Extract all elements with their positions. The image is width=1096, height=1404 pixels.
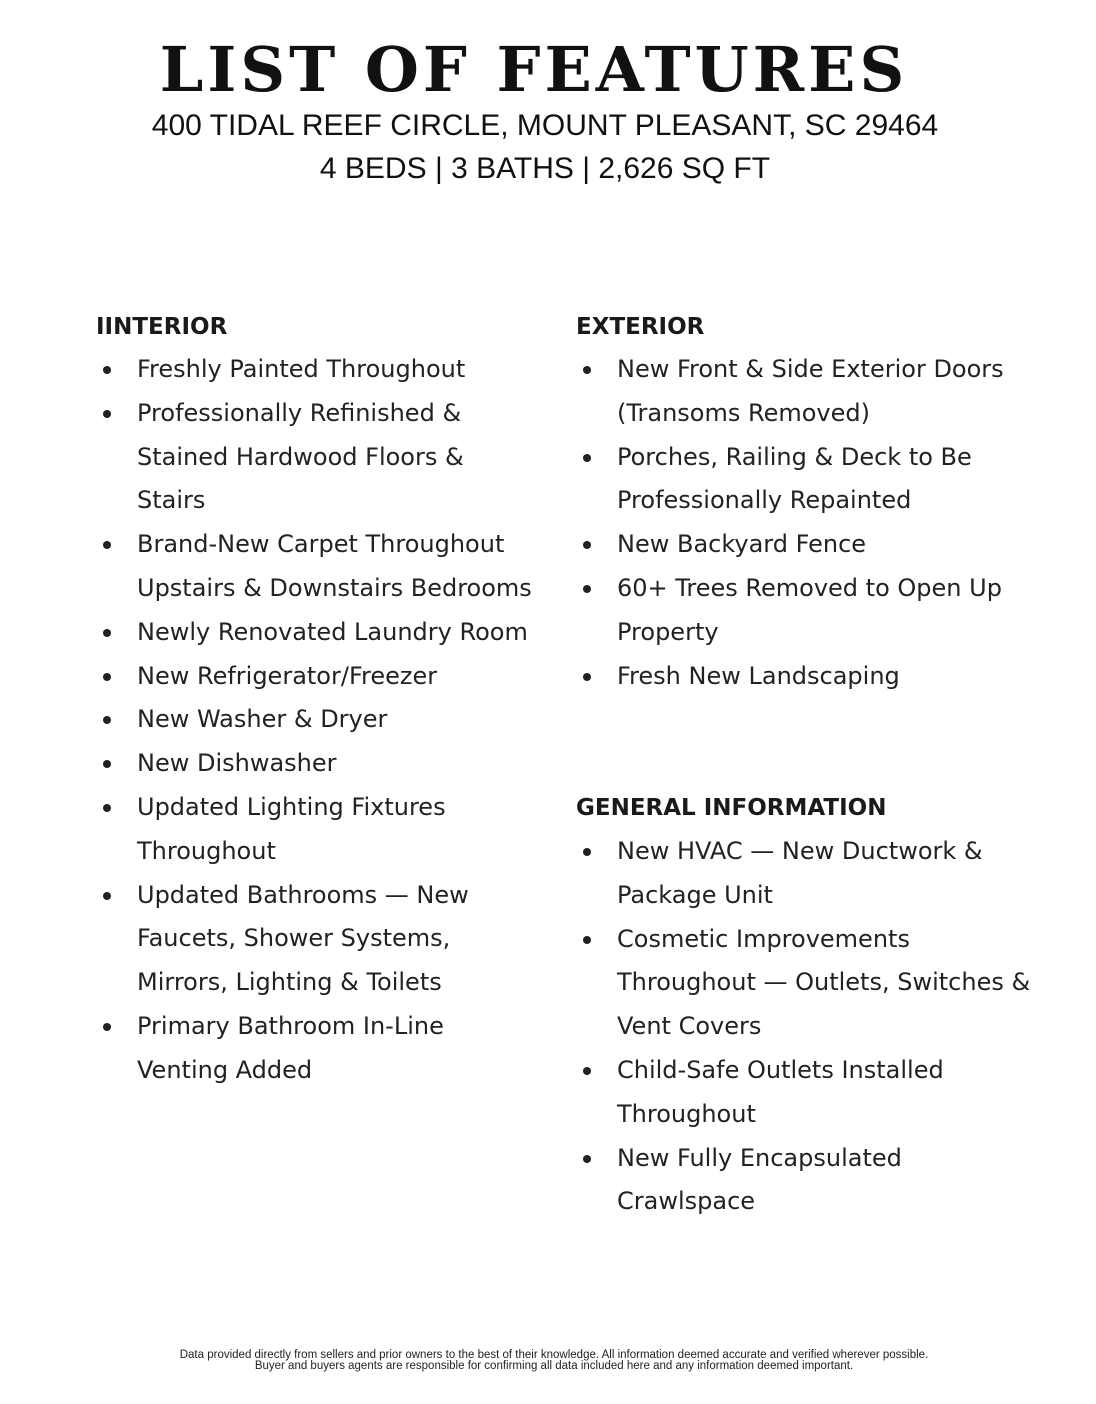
interior-feature-list (96, 348, 536, 1093)
list-item: Cosmetic Improvements Throughout — Outlets, Switches & Vent Covers (576, 918, 1046, 1049)
disclaimer (0, 1350, 1096, 1372)
exterior-feature-list (576, 348, 1046, 698)
list-item: Fresh New Landscaping (576, 655, 1046, 699)
interior-heading: IINTERIOR (96, 314, 228, 340)
general-information-list (576, 830, 1046, 1224)
list-item: Primary Bathroom In-Line Venting Added (96, 1005, 536, 1093)
list-item: New Backyard Fence (576, 523, 1046, 567)
list-item: Freshly Painted Throughout (96, 348, 536, 392)
list-item: Child-Safe Outlets Installed Throughout (576, 1049, 1046, 1137)
list-item: New Dishwasher (96, 742, 536, 786)
list-item: Porches, Railing & Deck to Be Professionally Repainted (576, 436, 1046, 524)
list-item: Brand-New Carpet Throughout Upstairs & Downstairs Bedrooms (96, 523, 536, 611)
list-item: Newly Renovated Laundry Room (96, 611, 536, 655)
list-item: 60+ Trees Removed to Open Up Property (576, 567, 1046, 655)
disclaimer-line-2: Buyer and buyers agents are responsible for confirming all data included here and any information deemed important. (254, 1360, 854, 1372)
general-information-heading: GENERAL INFORMATION (576, 795, 887, 821)
property-specs: 4 BEDS | 3 BATHS | 2,626 SQ FT (319, 152, 771, 185)
list-item: Professionally Refinished & Stained Hardwood Floors & Stairs (96, 392, 536, 523)
list-item: New Fully Encapsulated Crawlspace (576, 1137, 1046, 1225)
disclaimer-line-1: Data provided directly from sellers and prior owners to the best of their knowledge. All information deemed accurate and verified wherever possible. (179, 1349, 929, 1361)
list-item: New Front & Side Exterior Doors (Transoms Removed) (576, 348, 1046, 436)
property-address: 400 TIDAL REEF CIRCLE, MOUNT PLEASANT, SC 29464 (151, 109, 939, 142)
list-item: New Refrigerator/Freezer (96, 655, 536, 699)
page-title: LIST OF FEATURES (159, 33, 909, 106)
exterior-heading: EXTERIOR (576, 314, 705, 340)
list-item: Updated Bathrooms — New Faucets, Shower Systems, Mirrors, Lighting & Toilets (96, 874, 536, 1005)
list-item: New Washer & Dryer (96, 698, 536, 742)
list-item: Updated Lighting Fixtures Throughout (96, 786, 536, 874)
list-item: New HVAC — New Ductwork & Package Unit (576, 830, 1046, 918)
